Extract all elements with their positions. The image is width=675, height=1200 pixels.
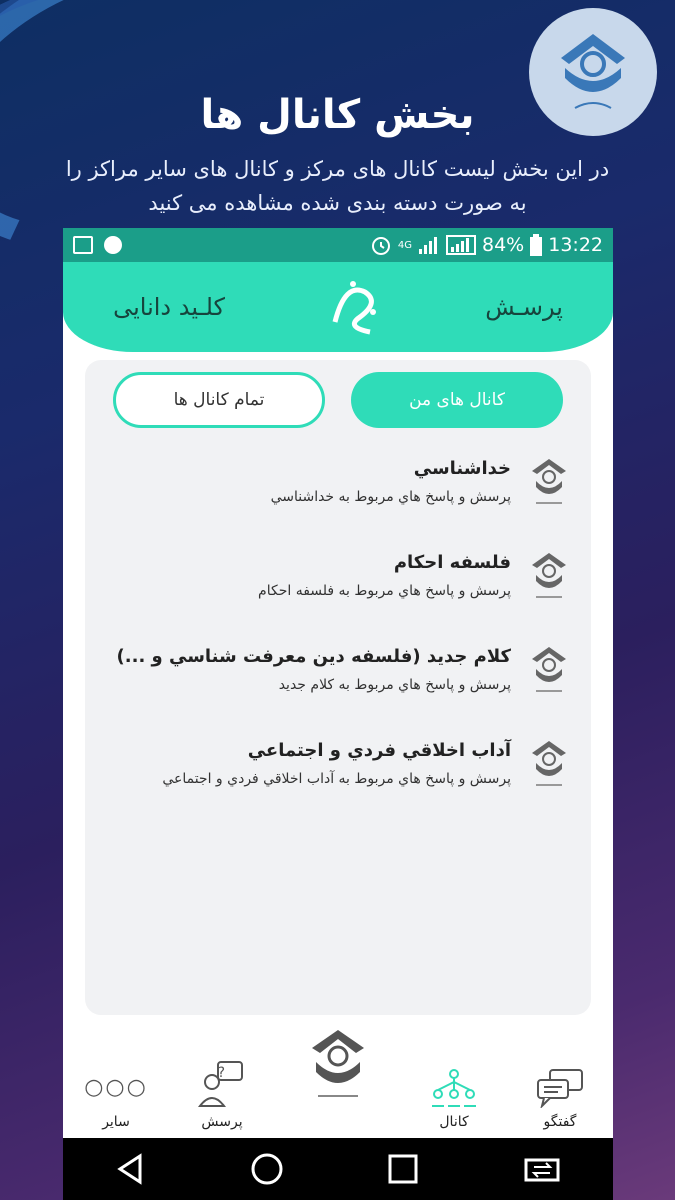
network-type: 4G [397,239,412,251]
channel-panel [85,360,591,1015]
calligraphy-logo-icon[interactable] [325,272,385,342]
promo-subline: در این بخش لیست کانال های مرکز و کانال های سایر مراکز را به صورت دسته بندی شده مشاهده می کنید [65,157,610,215]
channel-subtitle: پرسش و پاسخ هاي مربوط به کلام جديد [278,677,511,693]
list-item[interactable] [85,644,591,738]
phone-screen [63,228,613,1138]
header-right-word: پرسـش [485,293,563,321]
tab-all-channels[interactable]: تمام کانال ها [113,372,325,428]
channel-emblem-icon [529,550,569,602]
list-item[interactable] [85,550,591,644]
tab-my-channels[interactable]: کانال های من [351,372,563,428]
clock: 13:22 [548,234,603,256]
header-left-word: کلـید دانایی [113,293,225,321]
chat-bubbles-icon [536,1068,584,1108]
channel-title: فلسفه احکام [393,552,511,573]
channel-subtitle: پرسش و پاسخ هاي مربوط به فلسفه احکام [258,583,511,599]
channel-network-icon [430,1068,478,1108]
nav-other-label: سایر [102,1114,130,1130]
battery-percent: 84% [482,234,525,256]
gallery-icon [73,236,93,254]
signal-icon [418,235,440,255]
nav-chat-label: گفتگو [543,1114,577,1130]
channel-list [85,456,591,832]
channel-subtitle: پرسش و پاسخ هاي مربوط به آداب اخلاقي فردي و اجتماعي [162,771,511,787]
channel-title: کلام جديد (فلسفه دين معرفت شناسي و ...) [116,646,511,667]
list-item[interactable] [85,738,591,832]
nav-question[interactable] [177,1060,267,1130]
recents-square-icon[interactable] [386,1152,420,1186]
more-dots-icon: ○○○ [84,1075,148,1100]
channel-emblem-icon [529,738,569,790]
home-circle-icon[interactable] [250,1152,284,1186]
nav-channel[interactable] [409,1068,499,1130]
nav-channel-label: کانال [439,1114,469,1130]
channel-subtitle: پرسش و پاسخ هاي مربوط به خداشناسي [270,489,511,505]
nav-question-label: پرسش [201,1114,243,1130]
signal-icon-2 [446,235,476,255]
battery-icon [530,234,542,256]
status-bar [63,228,613,262]
notification-icon [103,235,123,255]
channel-emblem-icon [529,456,569,508]
list-item[interactable] [85,456,591,550]
svg-text:?: ? [217,1065,225,1081]
channel-title: آداب اخلاقي فردي و اجتماعي [247,740,511,761]
nav-home[interactable] [283,1026,393,1100]
tabs-row [85,360,591,428]
switch-app-icon[interactable] [522,1152,562,1186]
channel-emblem-icon [529,644,569,696]
back-triangle-icon[interactable] [114,1152,148,1186]
status-right-icons [370,234,603,256]
app-header [63,262,613,352]
bottom-navbar [63,1028,613,1138]
nav-chat[interactable] [515,1068,605,1130]
channel-title: خداشناسي [413,458,511,479]
question-person-icon [198,1060,246,1108]
alarm-icon [370,234,392,256]
nav-other[interactable] [71,1068,161,1130]
promo-headline: بخش کانال ها [200,92,475,138]
android-nav-bar [63,1138,613,1200]
status-left-icons [73,235,123,255]
emblem-home-icon [308,1026,368,1100]
